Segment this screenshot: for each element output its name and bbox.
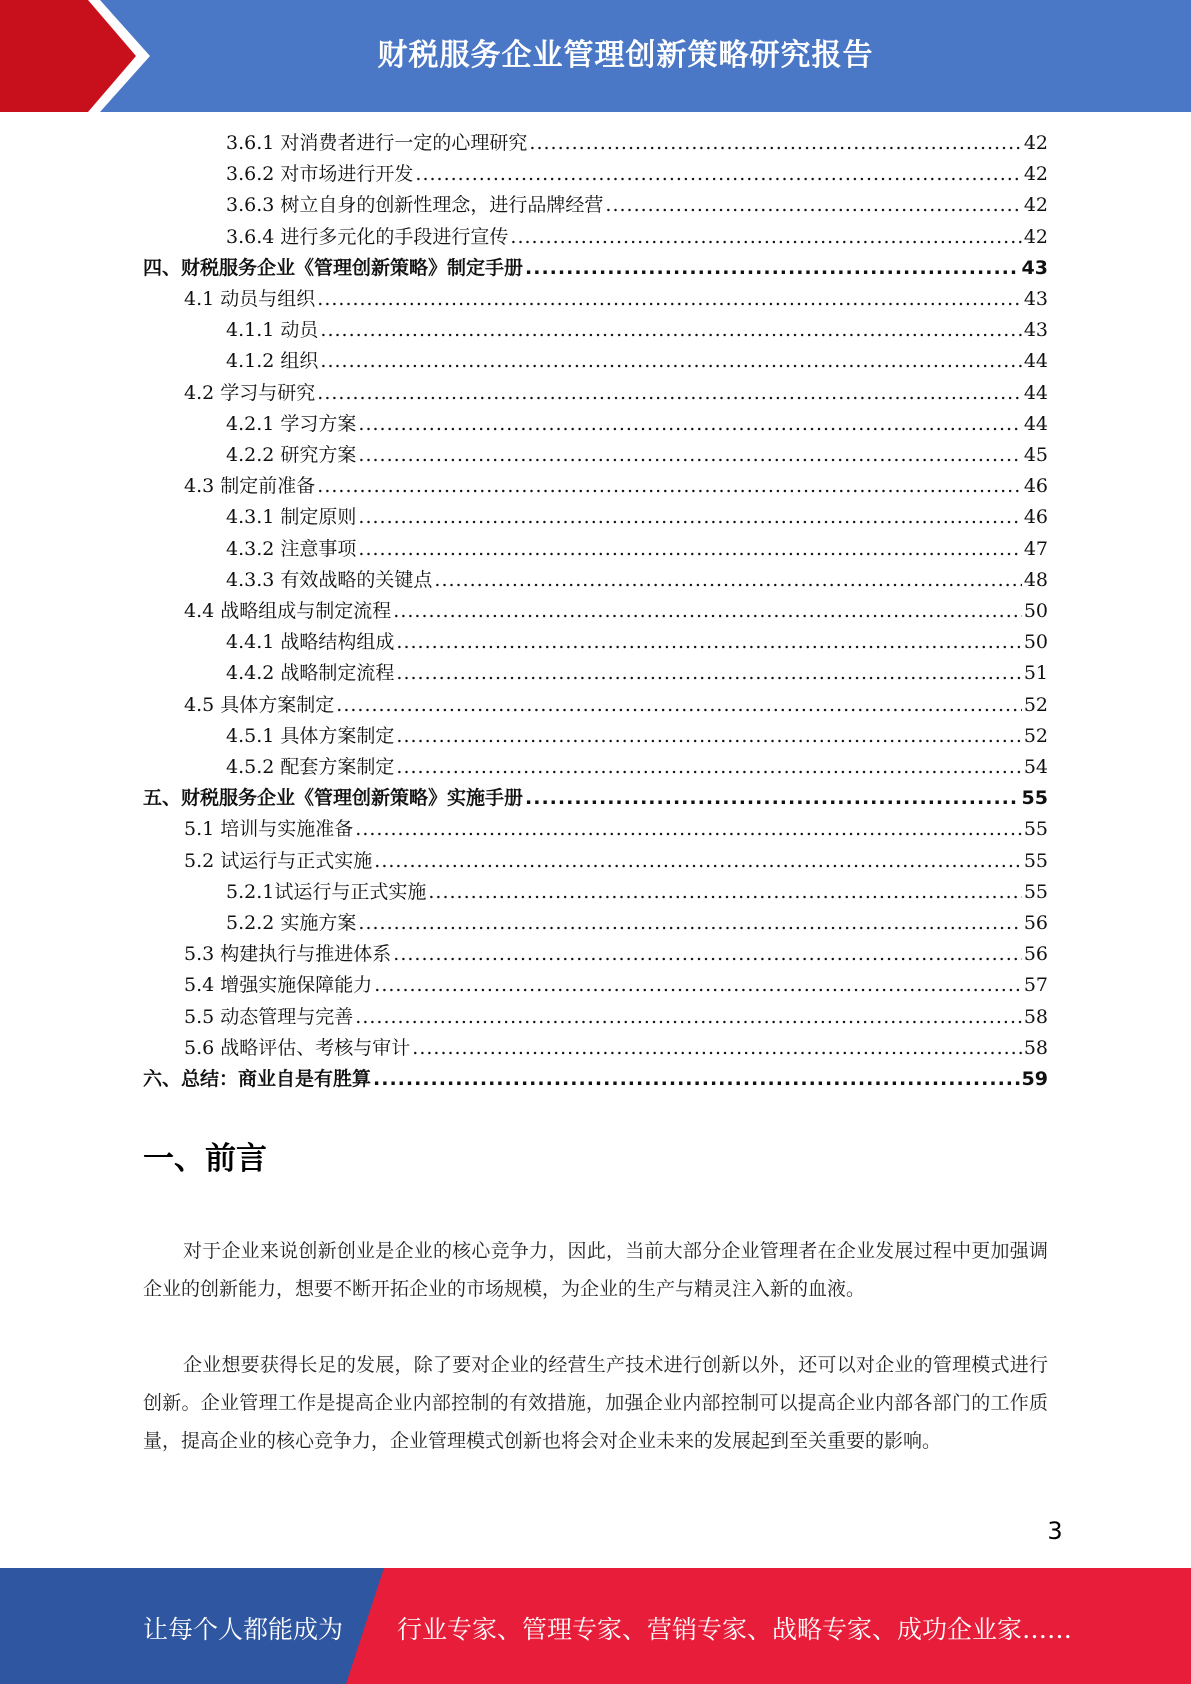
page-number: 3 bbox=[1047, 1517, 1063, 1545]
toc-dot-leader bbox=[525, 253, 1020, 284]
toc-dot-leader bbox=[320, 315, 1021, 346]
toc-dot-leader bbox=[320, 346, 1021, 377]
toc-entry-title: 具体方案制定 bbox=[220, 693, 335, 716]
toc-dot-leader bbox=[396, 627, 1021, 658]
toc-entry-number: 3.6.4 bbox=[226, 225, 281, 248]
toc-dot-leader bbox=[317, 284, 1022, 315]
toc-entry-number: 5.1 bbox=[184, 818, 221, 841]
toc-entry-title: 学习与研究 bbox=[220, 381, 316, 404]
toc-dot-leader bbox=[434, 565, 1021, 596]
footer-slogan-right: 行业专家、管理专家、营销专家、战略专家、成功企业家…… bbox=[397, 1615, 1073, 1644]
toc-entry-title: 动态管理与完善 bbox=[220, 1005, 354, 1028]
toc-entry[interactable] bbox=[184, 690, 1048, 721]
toc-entry[interactable] bbox=[226, 908, 1048, 939]
section-title: 一、前言 bbox=[143, 1141, 267, 1177]
toc-entry[interactable] bbox=[184, 1002, 1048, 1033]
toc-dot-leader bbox=[358, 409, 1021, 440]
toc-entry-title: 增强实施保障能力 bbox=[220, 974, 373, 997]
toc-entry-number: 4.4 bbox=[184, 600, 221, 622]
toc-entry-number: 4.3.3 bbox=[226, 568, 281, 591]
toc-entry-page: 56 bbox=[1023, 912, 1048, 934]
toc-entry[interactable] bbox=[226, 222, 1048, 253]
toc-dot-leader bbox=[317, 471, 1022, 502]
toc-entry[interactable] bbox=[184, 814, 1048, 845]
toc-entry[interactable] bbox=[184, 596, 1048, 627]
toc-entry-page: 42 bbox=[1023, 194, 1048, 217]
toc-entry-title: 树立自身的创新性理念，进行品牌经营 bbox=[280, 194, 604, 217]
toc-entry-title: 试运行与正式实施 bbox=[274, 880, 427, 903]
toc-entry-page: 44 bbox=[1023, 412, 1048, 435]
toc-entry-page: 58 bbox=[1023, 1036, 1048, 1059]
toc-entry[interactable] bbox=[226, 128, 1048, 159]
toc-entry-number: 5.2.1 bbox=[226, 880, 275, 903]
toc-entry-title: 构建执行与推进体系 bbox=[220, 943, 392, 966]
toc-entry[interactable] bbox=[226, 346, 1048, 377]
toc-entry-number: 六、 bbox=[143, 1068, 182, 1090]
toc-entry[interactable] bbox=[184, 284, 1048, 315]
toc-entry-number: 五、 bbox=[143, 787, 182, 810]
toc-entry-page: 47 bbox=[1023, 537, 1048, 560]
toc-dot-leader bbox=[358, 908, 1021, 939]
toc-entry-title: 战略组成与制定流程 bbox=[220, 600, 392, 622]
toc-entry-page: 46 bbox=[1023, 475, 1048, 498]
toc-entry[interactable] bbox=[226, 565, 1048, 596]
toc-entry-page: 57 bbox=[1023, 974, 1048, 997]
toc-entry-title: 有效战略的关键点 bbox=[280, 568, 433, 591]
toc-dot-leader bbox=[374, 970, 1022, 1001]
toc-entry-title: 战略制定流程 bbox=[280, 662, 395, 685]
toc-entry-title: 总结：商业自是有胜算 bbox=[181, 1068, 372, 1090]
toc-entry[interactable] bbox=[226, 440, 1048, 471]
toc-entry[interactable] bbox=[226, 627, 1048, 658]
toc-entry-page: 45 bbox=[1023, 444, 1048, 466]
toc-entry-number: 5.3 bbox=[184, 943, 221, 966]
header-title: 财税服务企业管理创新策略研究报告 bbox=[377, 38, 874, 73]
toc-entry-title: 组织 bbox=[280, 350, 319, 373]
toc-entry-title: 学习方案 bbox=[280, 412, 357, 435]
toc-entry-page: 55 bbox=[1023, 880, 1048, 903]
toc-entry-page: 50 bbox=[1023, 631, 1048, 654]
toc-dot-leader bbox=[393, 596, 1022, 627]
toc-entry-number: 5.6 bbox=[184, 1036, 221, 1059]
toc-dot-leader bbox=[396, 752, 1021, 783]
toc-entry-page: 43 bbox=[1021, 256, 1048, 279]
toc-entry-title: 制定前准备 bbox=[220, 475, 316, 498]
toc-dot-leader bbox=[374, 846, 1022, 877]
toc-entry-title: 对市场进行开发 bbox=[280, 163, 414, 186]
toc-entry-page: 48 bbox=[1023, 568, 1048, 591]
toc-dot-leader bbox=[358, 502, 1021, 533]
toc-entry[interactable] bbox=[143, 783, 1048, 814]
toc-entry[interactable] bbox=[226, 877, 1048, 908]
toc-dot-leader bbox=[428, 877, 1021, 908]
paragraph-1: 对于企业来说创新创业是企业的核心竞争力，因此，当前大部分企业管理者在企业发展过程中更加强调企业的创新能力，想要不断开拓企业的市场规模，为企业的生产与精灵注入新的血液。 bbox=[143, 1240, 1048, 1300]
toc-entry-number: 4.5.1 bbox=[226, 724, 281, 747]
toc-entry-page: 50 bbox=[1023, 600, 1048, 622]
toc-entry-page: 54 bbox=[1023, 756, 1048, 778]
toc-entry-number: 3.6.3 bbox=[226, 194, 281, 217]
toc-entry[interactable] bbox=[226, 502, 1048, 533]
toc-entry-number: 四、 bbox=[143, 256, 182, 279]
toc-entry-title: 进行多元化的手段进行宣传 bbox=[280, 225, 509, 248]
toc-entry-number: 4.1 bbox=[184, 288, 221, 310]
toc-dot-leader bbox=[317, 378, 1022, 409]
toc-dot-leader bbox=[412, 1033, 1022, 1064]
toc-entry-page: 44 bbox=[1023, 381, 1048, 404]
toc-entry[interactable] bbox=[226, 534, 1048, 565]
toc-dot-leader bbox=[529, 128, 1021, 159]
toc-entry-number: 4.3.2 bbox=[226, 537, 281, 560]
toc-dot-leader bbox=[355, 814, 1022, 845]
toc-entry-title: 具体方案制定 bbox=[280, 724, 395, 747]
toc-entry-page: 43 bbox=[1023, 319, 1048, 342]
toc-entry-number: 5.2.2 bbox=[226, 912, 281, 934]
toc-entry-page: 55 bbox=[1023, 849, 1048, 872]
toc-entry-number: 4.2.1 bbox=[226, 412, 281, 435]
toc-entry-page: 43 bbox=[1023, 288, 1048, 310]
toc-entry-number: 4.2.2 bbox=[226, 444, 281, 466]
toc-entry[interactable] bbox=[184, 939, 1048, 970]
toc-entry-title: 动员与组织 bbox=[220, 288, 316, 310]
toc-dot-leader bbox=[396, 658, 1021, 689]
toc-entry[interactable] bbox=[184, 846, 1048, 877]
toc-entry[interactable] bbox=[184, 970, 1048, 1001]
toc-entry-title: 配套方案制定 bbox=[280, 756, 395, 778]
toc-entry-number: 5.2 bbox=[184, 849, 221, 872]
page-header bbox=[0, 0, 1191, 112]
toc-dot-leader bbox=[336, 690, 1022, 721]
toc-entry-title: 实施方案 bbox=[280, 912, 357, 934]
toc-entry-page: 52 bbox=[1023, 724, 1048, 747]
toc-entry[interactable] bbox=[226, 721, 1048, 752]
toc-entry-number: 4.5.2 bbox=[226, 756, 281, 778]
toc-entry-title: 财税服务企业《管理创新策略》制定手册 bbox=[181, 256, 524, 279]
toc-entry-page: 59 bbox=[1021, 1068, 1048, 1090]
toc-entry-number: 4.1.2 bbox=[226, 350, 281, 373]
toc-dot-leader bbox=[396, 721, 1021, 752]
toc-dot-leader bbox=[355, 1002, 1022, 1033]
toc-entry-title: 战略结构组成 bbox=[280, 631, 395, 654]
toc-entry-page: 58 bbox=[1023, 1005, 1048, 1028]
toc-entry-page: 44 bbox=[1023, 350, 1048, 373]
toc-entry-number: 4.4.2 bbox=[226, 662, 281, 685]
toc-entry-page: 55 bbox=[1021, 787, 1048, 810]
toc-entry-title: 战略评估、考核与审计 bbox=[220, 1036, 411, 1059]
toc-entry[interactable] bbox=[226, 315, 1048, 346]
paragraph-2: 企业想要获得长足的发展，除了要对企业的经营生产技术进行创新以外，还可以对企业的管理模式进行创新。企业管理工作是提高企业内部控制的有效措施，加强企业内部控制可以提高企业内部各部门的工作质量，提高企业的核心竞争力，企业管理模式创新也将会对企业未来的发展起到至关重要的影响。 bbox=[143, 1354, 1048, 1452]
toc-entry-page: 51 bbox=[1023, 662, 1048, 685]
toc-entry[interactable] bbox=[143, 253, 1048, 284]
toc-dot-leader bbox=[373, 1064, 1020, 1095]
toc-entry-page: 56 bbox=[1023, 943, 1048, 966]
toc-entry-title: 财税服务企业《管理创新策略》实施手册 bbox=[181, 787, 524, 810]
toc-entry-number: 4.2 bbox=[184, 381, 221, 404]
footer-slogan-left: 让每个人都能成为 bbox=[143, 1615, 344, 1644]
toc-dot-leader bbox=[525, 783, 1020, 814]
toc-entry[interactable] bbox=[143, 1064, 1048, 1095]
toc-entry-number: 4.3.1 bbox=[226, 506, 281, 529]
toc-dot-leader bbox=[510, 222, 1021, 253]
toc-dot-leader bbox=[605, 190, 1021, 221]
toc-entry-number: 3.6.1 bbox=[226, 132, 281, 154]
toc-entry-page: 42 bbox=[1023, 225, 1048, 248]
toc-entry-title: 注意事项 bbox=[280, 537, 357, 560]
toc-entry-number: 4.5 bbox=[184, 693, 221, 716]
toc-entry-number: 4.3 bbox=[184, 475, 221, 498]
toc-entry[interactable] bbox=[184, 1033, 1048, 1064]
toc-entry[interactable] bbox=[226, 658, 1048, 689]
toc-entry-number: 4.1.1 bbox=[226, 319, 281, 342]
toc-dot-leader bbox=[358, 534, 1021, 565]
toc-entry-title: 研究方案 bbox=[280, 444, 357, 466]
toc-entry-title: 培训与实施准备 bbox=[220, 818, 354, 841]
toc-entry[interactable] bbox=[184, 378, 1048, 409]
toc-entry-page: 52 bbox=[1023, 693, 1048, 716]
toc-entry-page: 46 bbox=[1023, 506, 1048, 529]
toc-entry-page: 42 bbox=[1023, 163, 1048, 186]
toc-entry-title: 对消费者进行一定的心理研究 bbox=[280, 132, 528, 154]
toc-entry-page: 55 bbox=[1023, 818, 1048, 841]
toc-entry-number: 5.4 bbox=[184, 974, 221, 997]
toc-entry[interactable] bbox=[226, 190, 1048, 221]
toc-entry[interactable] bbox=[226, 752, 1048, 783]
toc-entry[interactable] bbox=[226, 409, 1048, 440]
toc-entry[interactable] bbox=[226, 159, 1048, 190]
toc-dot-leader bbox=[393, 939, 1022, 970]
toc-entry-title: 制定原则 bbox=[280, 506, 357, 529]
page-footer bbox=[0, 1568, 1191, 1684]
toc-entry-title: 试运行与正式实施 bbox=[220, 849, 373, 872]
toc-entry[interactable] bbox=[184, 471, 1048, 502]
toc-dot-leader bbox=[415, 159, 1021, 190]
toc-entry-number: 4.4.1 bbox=[226, 631, 281, 654]
toc-entry-title: 动员 bbox=[280, 319, 319, 342]
toc-entry-number: 3.6.2 bbox=[226, 163, 281, 186]
toc-entry-number: 5.5 bbox=[184, 1005, 221, 1028]
toc-dot-leader bbox=[358, 440, 1021, 471]
toc-entry-page: 42 bbox=[1023, 132, 1048, 154]
